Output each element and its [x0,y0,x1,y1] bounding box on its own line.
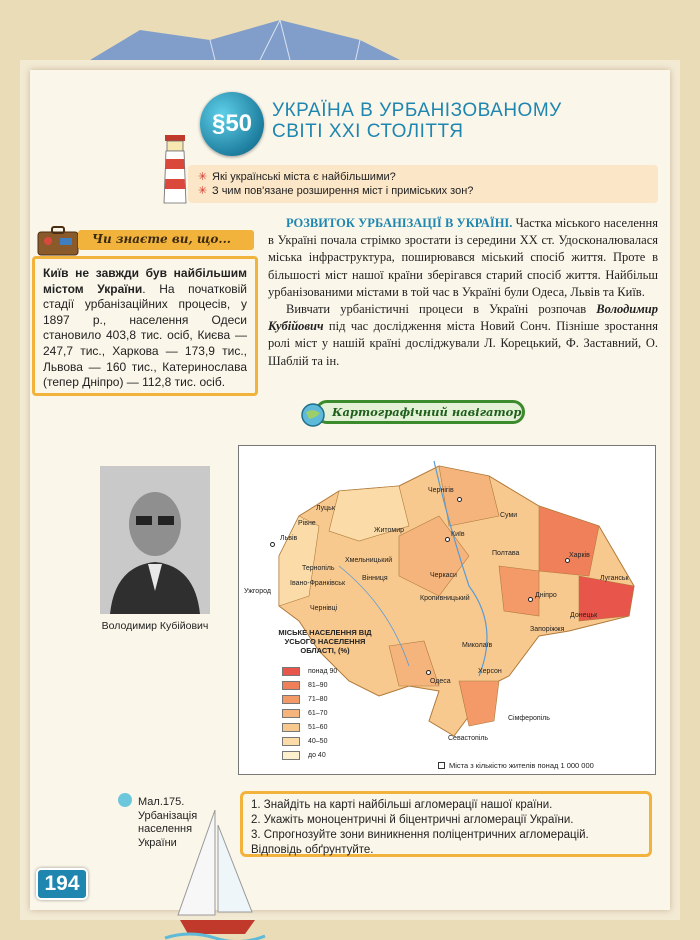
legend-swatch [282,737,300,746]
legend-title: МІСЬКЕ НАСЕЛЕННЯ ВІД УСЬОГО НАСЕЛЕННЯ ОБЛАСТІ, (%) [278,628,372,655]
key-questions [188,165,658,203]
map-note: Міста з кількістю жителів понад 1 000 000 [438,761,594,770]
city-label: Івано-Франківськ [290,580,346,587]
section-badge: §50 [200,92,264,156]
did-you-know-box [32,256,258,396]
carto-navigator-label: Картографічний навігатор [315,400,525,424]
legend-item: 81–90 [282,680,402,691]
figure-caption: Мал.175. Урбанізація населення України [138,796,198,849]
city-label: Чернівці [310,605,338,612]
did-you-know-title: Чи знаєте ви, що... [78,230,254,250]
city-label: Херсон [478,668,502,675]
paragraph-urbanization: РОЗВИТОК УРБАНІЗАЦІЇ В УКРАЇНІ. Частка міського населення в Україні почала стрімко зростати із середини ХХ ст. Удосконалювалася міська інфраструктура, поширювався міський спосіб життя. Проте в більшості міст нашої країни зберігався старий спосіб життя. Найбільш урбанізованими містами в той час в Україні були Одеса, Львів та Київ. [268,216,658,299]
legend-swatch [282,751,300,760]
researcher-name: Володимир Кубійович [268,302,658,334]
city-label: Луганськ [600,575,629,582]
asterisk-icon: ✳ [198,171,208,183]
globe-icon [300,402,326,428]
city-label: Суми [500,512,518,519]
question-item: ✳ Які українські міста є найбільшими? [198,171,396,183]
legend-item: до 40 [282,750,402,761]
legend-item: 40–50 [282,736,402,747]
city-label: Запоріжжя [530,626,565,633]
city-dot [426,670,431,675]
task-item: 3. Спрогнозуйте зони виникнення поліцентричних агломерацій. Відповідь обґрунтуйте. [251,829,589,856]
did-you-know-text: . На початковій стадії урбанізаційних процесів, у 1897 р., населення Одеси становило 403,8 тис. осіб, Києва — 247,7 тис., Харкова — 173,9 тис., Львова — 160 тис., Катеринослава (тепер Дніпро) — 112,8 тис. осіб. [43,281,247,390]
legend-swatch [282,667,300,676]
page-number: 194 [36,868,88,900]
city-label: Харків [569,552,590,559]
legend-item: 61–70 [282,708,402,719]
figure-pin-icon [118,793,132,807]
city-label: Ужгород [244,588,271,595]
city-label: Львів [280,535,298,542]
section-heading: РОЗВИТОК УРБАНІЗАЦІЇ В УКРАЇНІ. [286,216,513,230]
city-label: Донецьк [570,612,598,619]
city-label: Рівне [298,520,316,527]
task-item: 1. Знайдіть на карті найбільші агломерації нашої країни. [251,799,553,811]
city-label: Київ [451,531,465,538]
city-label: Чернігів [428,487,454,494]
suitcase-icon [36,226,80,256]
task-item: 2. Укажіть моноцентричні й біцентричні агломерації України. [251,814,574,826]
city-label: Севастопіль [448,735,489,742]
city-label: Тернопіль [302,565,335,572]
city-dot [528,597,533,602]
title-line-1: УКРАЇНА В УРБАНІЗОВАНОМУ [272,100,562,121]
city-label: Вінниця [362,575,388,582]
city-dot [457,497,462,502]
city-label: Одеса [430,678,451,685]
tasks-box [240,791,652,857]
city-label: Черкаси [430,572,457,579]
paragraph-researchers: Вивчати урбаністичні процеси в Україні розпочав Володимир Кубійович під час дослідження міста Новий Сонч. Пізніше зростання ролі міст у нашій країні досліджували Л. Корецький, Ф. Заставний, О. Шаблій та ін. [268,302,658,368]
city-label: Дніпро [535,592,557,599]
legend-item: 71–80 [282,694,402,705]
question-item: ✳ З чим пов'язане розширення міст і приміських зон? [198,185,474,197]
legend-item: 51–60 [282,722,402,733]
did-you-know-lead: Київ не завжди був найбільшим містом України [43,266,247,296]
city-label: Сімферопіль [508,715,550,722]
portrait-caption: Володимир Кубійович [101,620,209,632]
city-label: Полтава [492,550,520,557]
legend-swatch [282,681,300,690]
main-text [268,215,658,370]
page-title [272,100,602,142]
city-dot [445,537,450,542]
city-label: Хмельницький [345,557,393,564]
legend-swatch [282,723,300,732]
square-marker-icon [438,762,445,769]
asterisk-icon: ✳ [198,185,208,197]
portrait-figure [90,462,220,642]
city-label: Миколаїв [462,642,493,649]
city-label: Кропивницький [420,595,470,602]
portrait-photo [100,466,210,614]
legend-swatch [282,695,300,704]
city-label: Луцьк [316,505,335,512]
city-label: Житомир [374,527,405,534]
city-dot [270,542,275,547]
legend-swatch [282,709,300,718]
legend-item: понад 90 [282,666,402,677]
title-line-2: СВІТІ ХХІ СТОЛІТТЯ [272,121,464,142]
